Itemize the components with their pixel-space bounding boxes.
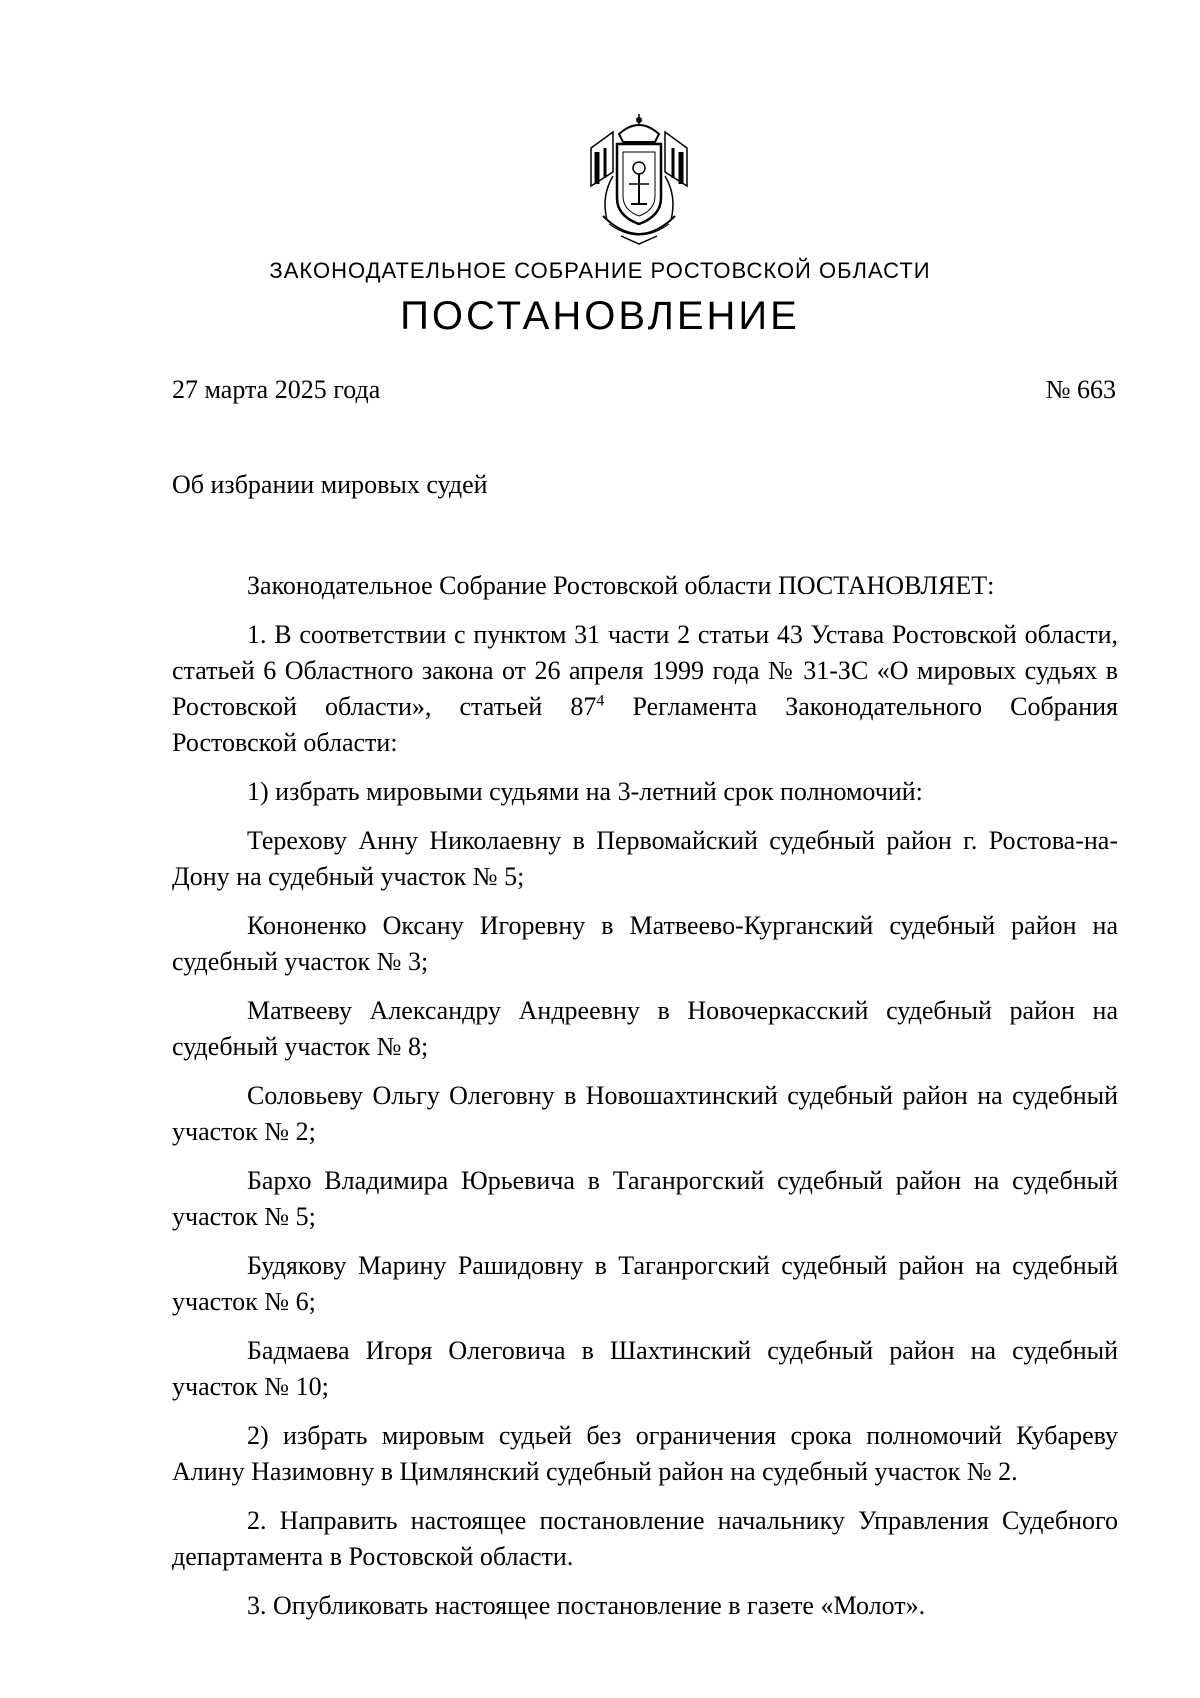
judge-item: Терехову Анну Николаевну в Первомайский судебный район г. Ростова-на-Дону на судебный участок № 5;	[172, 826, 1118, 891]
judge-item: Матвееву Александру Андреевну в Новочеркасский судебный район на судебный участок № 8;	[172, 996, 1118, 1061]
paragraph-2: 2. Направить настоящее постановление начальнику Управления Судебного департамента в Ростовской области.	[172, 1506, 1118, 1571]
paragraph-1-superscript: 4	[596, 692, 605, 710]
organization-name: ЗАКОНОДАТЕЛЬНОЕ СОБРАНИЕ РОСТОВСКОЙ ОБЛАСТИ	[269, 258, 931, 283]
paragraph-1-text-a: 1. В соответствии с пунктом 31 части 2 статьи 43 Устава Ростовской области, статьей 6 Областного закона от 26 апреля 1999 года № 31-ЗС «О мировых судьях в Ростовской области», статьей 87	[172, 620, 1118, 721]
judge-item: Соловьеву Ольгу Олеговну в Новошахтинский судебный район на судебный участок № 2;	[172, 1081, 1118, 1146]
preamble: Законодательное Собрание Ростовской области ПОСТАНОВЛЯЕТ:	[247, 571, 995, 600]
subparagraph-2: 2) избрать мировым судьей без ограничения срока полномочий Кубареву Алину Назимовну в Цимлянский судебный район на судебный участок № 2.	[172, 1421, 1118, 1486]
document-number: № 663	[1045, 375, 1116, 404]
paragraph-1-text-b: Регламента Законодательного Собрания Ростовской области:	[172, 692, 1118, 757]
judge-item: Будякову Марину Рашидовну в Таганрогский судебный район на судебный участок № 6;	[172, 1251, 1118, 1316]
paragraph-3: 3. Опубликовать настоящее постановление в газете «Молот».	[247, 1591, 926, 1620]
paragraph-1	[172, 617, 1118, 761]
judge-item: Бархо Владимира Юрьевича в Таганрогский судебный район на судебный участок № 5;	[172, 1166, 1118, 1231]
document-type-title: ПОСТАНОВЛЕНИЕ	[400, 294, 800, 338]
judge-item: Бадмаева Игоря Олеговича в Шахтинский судебный район на судебный участок № 10;	[172, 1336, 1118, 1401]
subparagraph-1: 1) избрать мировыми судьями на 3-летний срок полномочий:	[247, 777, 923, 806]
judge-item: Кононенко Оксану Игоревну в Матвеево-Курганский судебный район на судебный участок № 3;	[172, 911, 1118, 976]
date-number-row	[172, 375, 1116, 405]
document-body	[172, 568, 1118, 1637]
document-date: 27 марта 2025 года	[172, 375, 381, 404]
rostov-oblast-coat-of-arms-icon	[583, 112, 695, 250]
document-subject: Об избрании мировых судей	[172, 470, 488, 499]
